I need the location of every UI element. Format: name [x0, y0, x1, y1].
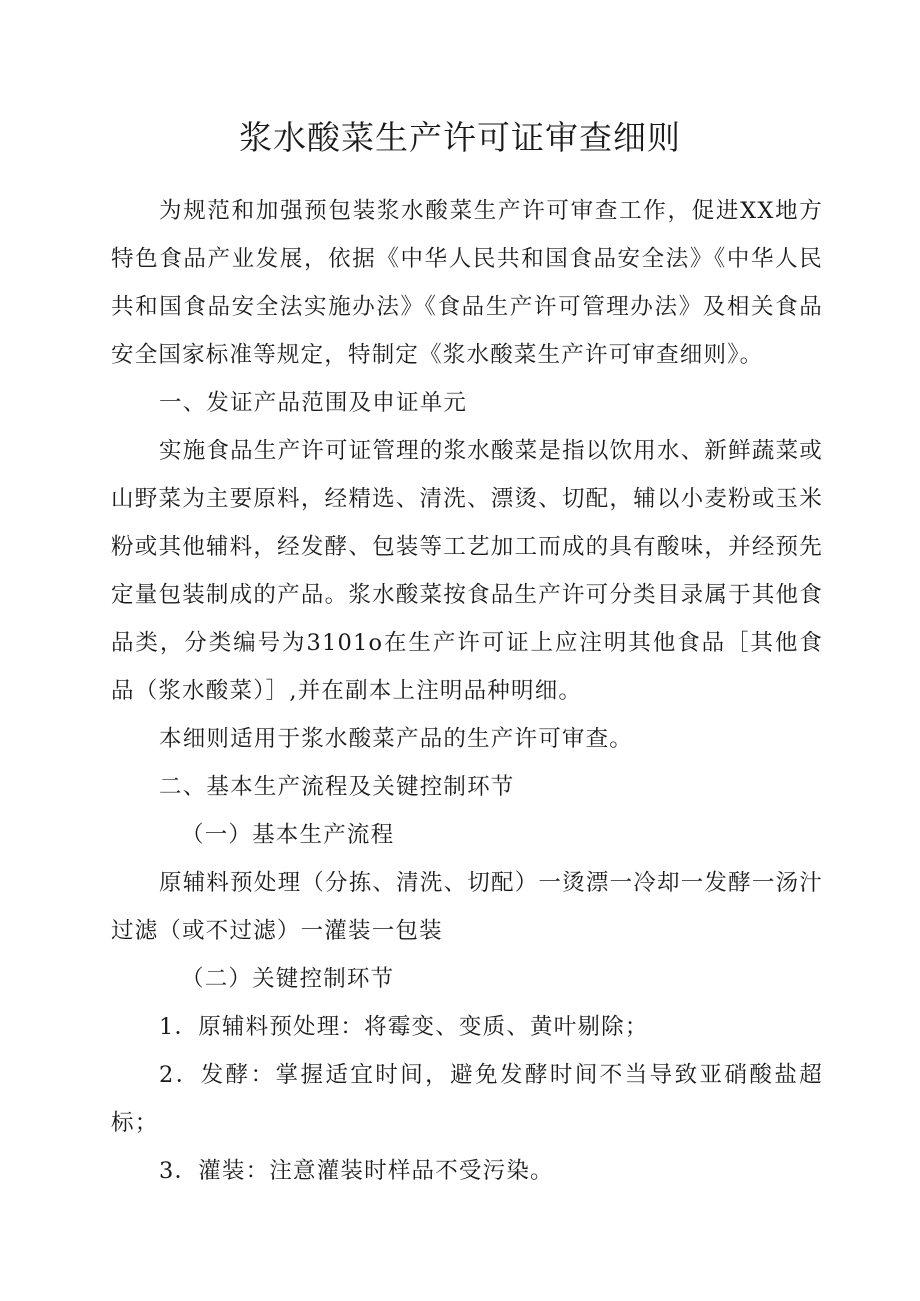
- list-item-2: 2．发酵：掌握适宜时间，避免发酵时间不当导致亚硝酸盐超标；: [111, 1062, 823, 1136]
- subheading-key-control: （二）关键控制环节: [181, 966, 395, 992]
- list-item-3: 3．灌装：注意灌装时样品不受污染。: [159, 1158, 554, 1184]
- paragraph-flow: 原辅料预处理（分拣、清洗、切配）一烫漂一冷却一发酵一汤汁过滤（或不过滤）一灌装一包装: [111, 870, 823, 944]
- paragraph-applicability: 本细则适用于浆水酸菜产品的生产许可审查。: [159, 726, 634, 752]
- heading-scope: 一、发证产品范围及申证单元: [159, 390, 468, 416]
- subheading-basic-flow: （一）基本生产流程: [181, 822, 395, 848]
- paragraph-intro: 为规范和加强预包装浆水酸菜生产许可审查工作，促进XX地方特色食品产业发展，依据《中华人民共和国食品安全法》《中华人民共和国食品安全法实施办法》《食品生产许可管理办法》及相关食品安全国家标准等规定，特制定《浆水酸菜生产许可审查细则》。: [111, 198, 823, 368]
- list-item-1: 1．原辅料预处理：将霉变、变质、黄叶剔除；: [159, 1014, 649, 1040]
- document-title: 浆水酸菜生产许可证审查细则: [239, 118, 681, 157]
- body-section-intro: [111, 187, 823, 379]
- body-section-scope: [111, 379, 823, 1195]
- paragraph-scope: 实施食品生产许可证管理的浆水酸菜是指以饮用水、新鲜蔬菜或山野菜为主要原料，经精选、清洗、漂烫、切配，辅以小麦粉或玉米粉或其他辅料，经发酵、包装等工艺加工而成的具有酸味，并经预先定量包装制成的产品。浆水酸菜按食品生产许可分类目录属于其他食品类，分类编号为3101o在生产许可证上应注明其他食品［其他食品（浆水酸菜）］,并在副本上注明品种明细。: [111, 438, 823, 704]
- heading-process: 二、基本生产流程及关键控制环节: [159, 774, 515, 800]
